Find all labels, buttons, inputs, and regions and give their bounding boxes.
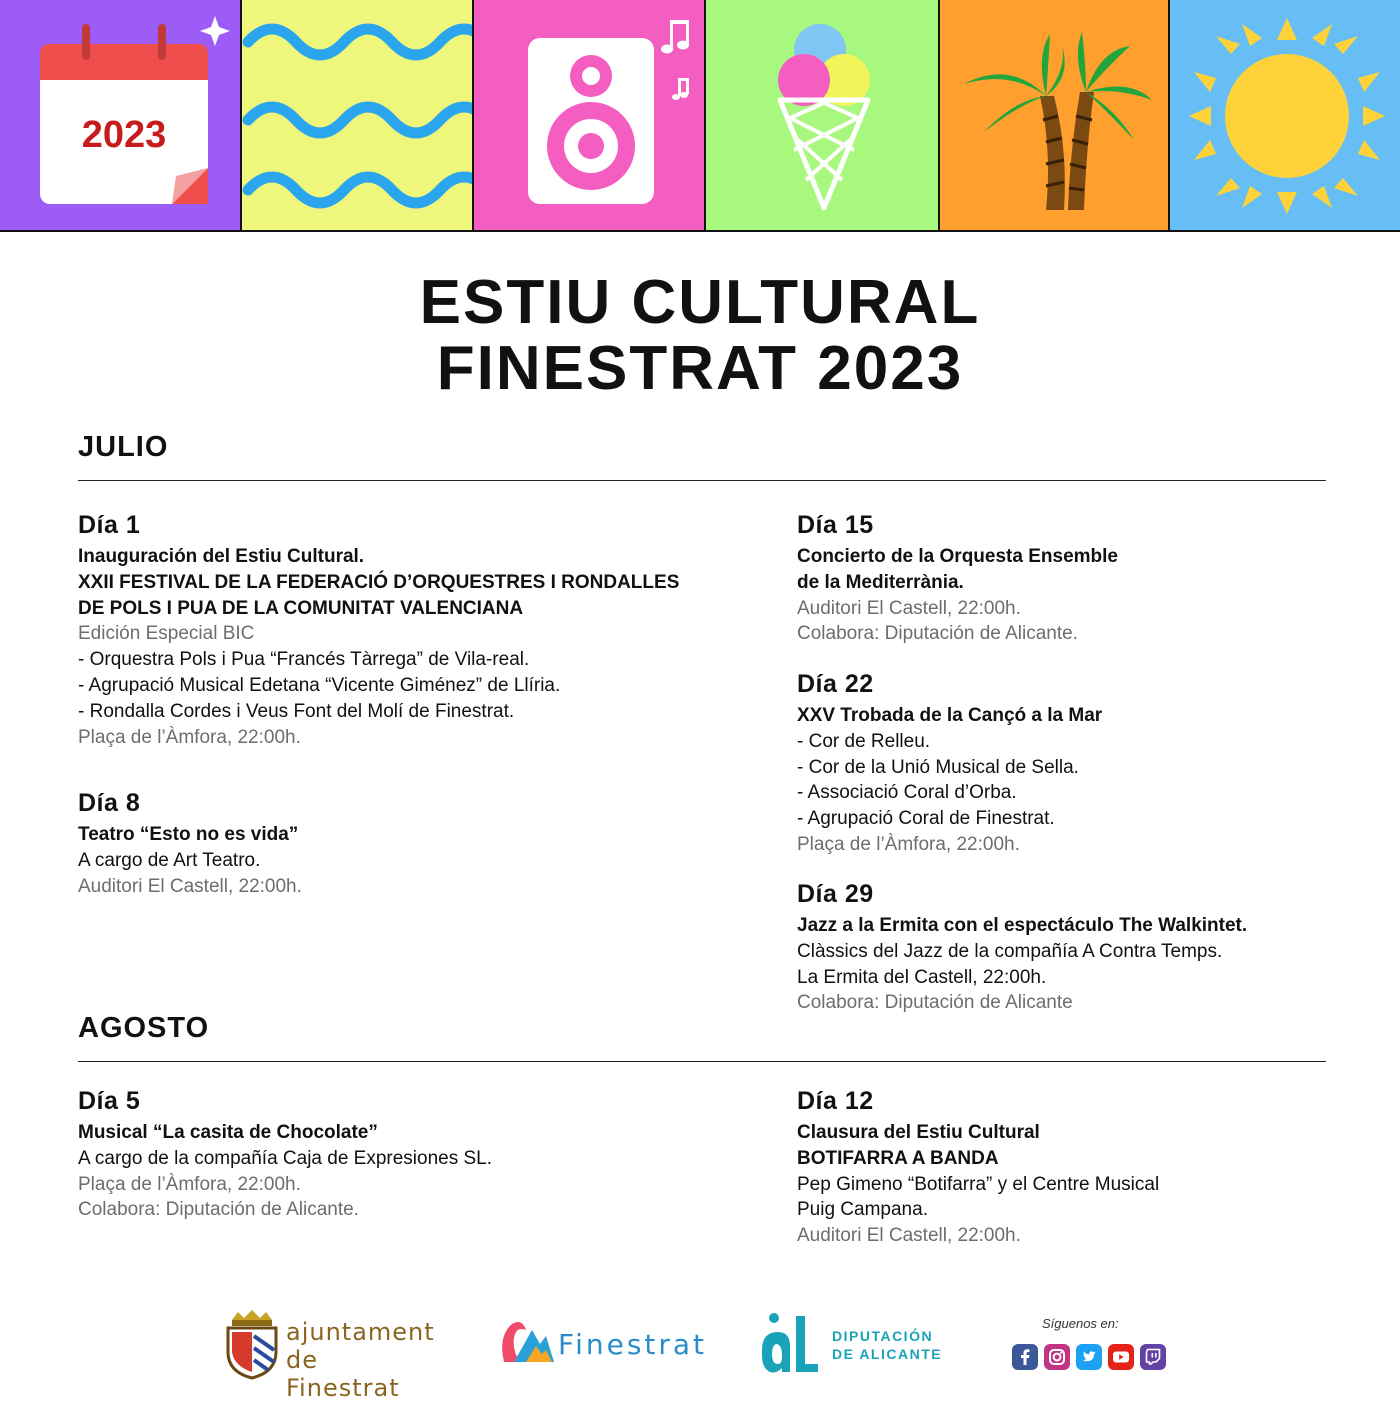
- event-detail-line: Plaça de l’Àmfora, 22:00h.: [78, 726, 301, 748]
- social-label: Síguenos en:: [1042, 1316, 1119, 1331]
- speaker-icon: [474, 0, 704, 230]
- calendar-year: 2023: [81, 114, 167, 156]
- banner-tile-sun: [1170, 0, 1400, 230]
- event-detail-line: Pep Gimeno “Botifarra” y el Centre Musical: [797, 1173, 1160, 1195]
- event-detail-line: Colabora: Diputación de Alicante.: [797, 623, 1078, 645]
- event-detail-line: XXII FESTIVAL DE LA FEDERACIÓ D’ORQUESTRES I RONDALLES: [78, 571, 680, 593]
- month-heading-julio: JULIO: [78, 431, 169, 463]
- facebook-icon[interactable]: [1012, 1344, 1038, 1370]
- twitter-icon[interactable]: [1076, 1344, 1102, 1370]
- event-detail-line: - Cor de Relleu.: [797, 730, 931, 752]
- event-detail-line: - Associació Coral d’Orba.: [797, 782, 1017, 804]
- twitch-icon[interactable]: [1140, 1344, 1166, 1370]
- youtube-icon[interactable]: [1108, 1344, 1134, 1370]
- event-detail-line: Puig Campana.: [797, 1199, 928, 1221]
- event-detail-line: - Orquestra Pols i Pua “Francés Tàrrega” de Vila-real.: [78, 649, 530, 671]
- event-day-label: Día 22: [797, 670, 874, 698]
- diputacion-line-2: DE ALICANTE: [832, 1346, 943, 1362]
- event-detail-line: - Agrupació Musical Edetana “Vicente Giménez” de Llíria.: [78, 674, 561, 696]
- event-detail-line: Jazz a la Ermita con el espectáculo The Walkintet.: [797, 915, 1248, 936]
- event-detail-line: Concierto de la Orquesta Ensemble: [797, 546, 1118, 567]
- ajuntament-logo: [222, 1310, 435, 1402]
- event-day-label: Día 12: [797, 1087, 874, 1115]
- diputacion-line-1: DIPUTACIÓN: [832, 1328, 934, 1344]
- event-detail-line: Clàssics del Jazz de la compañía A Contra Temps.: [797, 940, 1223, 962]
- event-detail-line: A cargo de la compañía Caja de Expresiones SL.: [78, 1147, 493, 1169]
- event-detail-line: Teatro “Esto no es vida”: [78, 824, 299, 845]
- event-detail-line: Plaça de l’Àmfora, 22:00h.: [797, 833, 1020, 855]
- coat-of-arms-icon: [222, 1310, 282, 1380]
- event-detail-line: A cargo de Art Teatro.: [78, 849, 261, 871]
- event-detail-line: XXV Trobada de la Cançó a la Mar: [797, 705, 1103, 726]
- ice-cream-icon: [706, 0, 938, 230]
- ajuntament-line-1: ajuntament: [286, 1318, 435, 1346]
- event-julio-dia-1: [78, 510, 768, 750]
- page-title: [0, 270, 1400, 402]
- finestrat-brand-text: Finestrat: [558, 1328, 708, 1361]
- event-detail-line: - Agrupació Coral de Finestrat.: [797, 808, 1055, 830]
- music-note-icon: [661, 20, 689, 100]
- event-detail-line: Musical “La casita de Chocolate”: [78, 1122, 378, 1143]
- event-detail-line: Auditori El Castell, 22:00h.: [797, 1225, 1021, 1247]
- finestrat-mark-icon: [496, 1316, 556, 1370]
- palm-tree-icon: [940, 0, 1168, 230]
- event-julio-dia-15: [797, 510, 1400, 647]
- event-agosto-dia-12: [797, 1086, 1400, 1249]
- banner-tile-calendar: [0, 0, 240, 230]
- event-detail-line: Auditori El Castell, 22:00h.: [78, 875, 302, 897]
- event-day-label: Día 5: [78, 1087, 141, 1115]
- event-detail-line: Colabora: Diputación de Alicante.: [78, 1199, 359, 1221]
- diputacion-logo: [758, 1310, 948, 1376]
- event-detail-line: - Cor de la Unió Musical de Sella.: [797, 756, 1079, 778]
- diputacion-al-icon: [758, 1310, 822, 1376]
- finestrat-logo: [496, 1316, 711, 1370]
- event-detail-line: La Ermita del Castell, 22:00h.: [797, 966, 1047, 988]
- event-julio-dia-8: [78, 788, 768, 899]
- event-detail-line: Colabora: Diputación de Alicante: [797, 992, 1073, 1014]
- banner-tile-palm-trees: [940, 0, 1168, 230]
- banner-tile-speaker: [474, 0, 704, 230]
- banner-tile-ice-cream: [706, 0, 938, 230]
- title-line-1: ESTIU CULTURAL: [419, 268, 981, 337]
- event-detail-line: - Rondalla Cordes i Veus Font del Molí de Finestrat.: [78, 700, 515, 722]
- month-heading-agosto: AGOSTO: [78, 1012, 210, 1044]
- header-banner: [0, 0, 1400, 232]
- event-detail-line: Inauguración del Estiu Cultural.: [78, 546, 365, 567]
- event-detail-line: BOTIFARRA A BANDA: [797, 1147, 999, 1169]
- title-line-2: FINESTRAT 2023: [436, 334, 964, 403]
- event-detail-line: Plaça de l’Àmfora, 22:00h.: [78, 1173, 301, 1195]
- event-agosto-dia-5: [78, 1086, 768, 1223]
- event-detail-line: Clausura del Estiu Cultural: [797, 1122, 1040, 1143]
- waves-icon: [242, 0, 472, 230]
- divider-agosto: [78, 1061, 1326, 1062]
- instagram-icon[interactable]: [1044, 1344, 1070, 1370]
- event-detail-line: Auditori El Castell, 22:00h.: [797, 597, 1021, 619]
- event-day-label: Día 29: [797, 880, 874, 908]
- event-detail-line: Edición Especial BIC: [78, 623, 255, 645]
- event-day-label: Día 8: [78, 789, 141, 817]
- divider-julio: [78, 480, 1326, 481]
- event-julio-dia-22: [797, 669, 1400, 858]
- sun-icon: [1170, 0, 1400, 230]
- banner-tile-waves: [242, 0, 472, 230]
- event-day-label: Día 1: [78, 511, 141, 539]
- event-day-label: Día 15: [797, 511, 874, 539]
- event-julio-dia-29: [797, 879, 1400, 1016]
- event-detail-line: DE POLS I PUA DE LA COMUNITAT VALENCIANA: [78, 597, 524, 619]
- ajuntament-line-2: de Finestrat: [286, 1346, 400, 1402]
- event-detail-line: de la Mediterrània.: [797, 571, 964, 593]
